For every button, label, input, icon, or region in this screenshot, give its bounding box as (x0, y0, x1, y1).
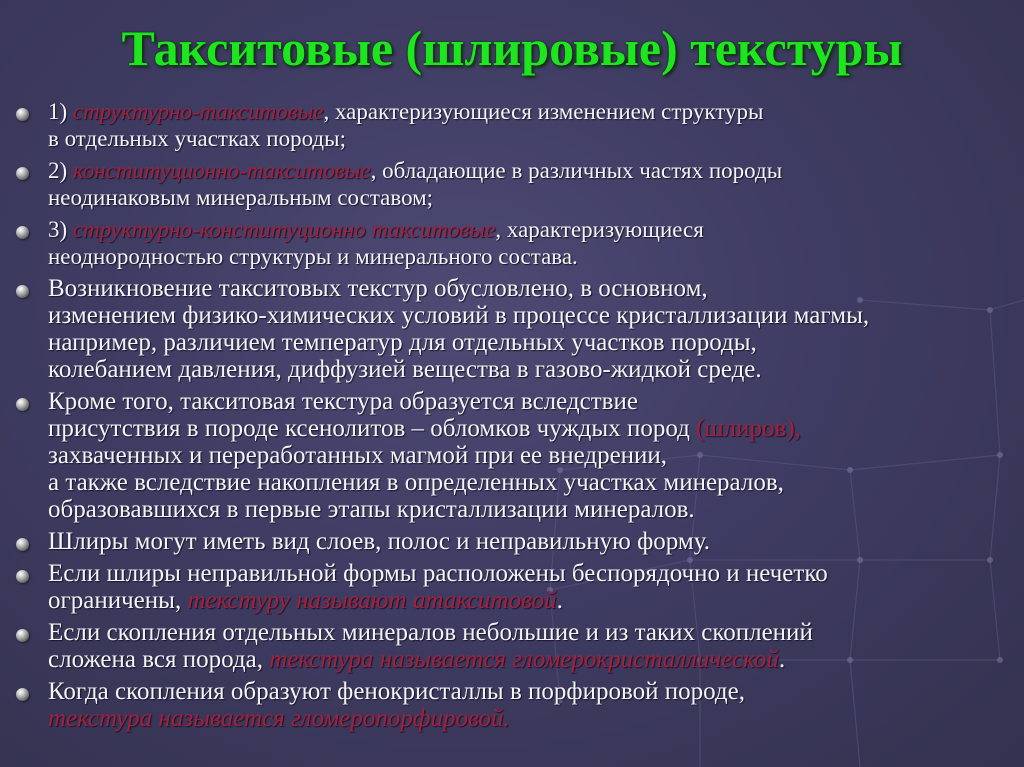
list-item (12, 216, 1017, 270)
item-body: , обладающие в различных частях породы неодинаковым минеральным составом; (48, 158, 783, 210)
highlight-term: (шлиров), (696, 415, 801, 442)
item-number: 2) (48, 158, 73, 183)
item-body: . (778, 646, 786, 673)
list-item (12, 678, 1017, 732)
highlight-term: текстура называется гломеропорфировой. (48, 705, 510, 732)
highlight-term: структурно-конституционно такситовые (72, 217, 496, 242)
item-body: , характеризующиеся изменением структуры в отдельных участках породы; (48, 99, 764, 151)
highlight-term: структурно-такситовые (72, 99, 324, 124)
highlight-term: текстура называется гломерокристаллической (269, 646, 779, 673)
list-item (12, 388, 1017, 523)
bullet-icon (16, 398, 29, 411)
bullet-icon (16, 538, 29, 551)
highlight-term: текстуру называют атакситовой (187, 587, 557, 614)
item-text (48, 98, 1017, 152)
item-body: Кроме того, такситовая текстура образуется вследствие присутствия в породе ксенолитов – обломков чуждых пород (48, 388, 690, 442)
item-text (48, 157, 1017, 211)
list-item (12, 619, 1017, 673)
item-body: Если шлиры неправильной формы расположены беспорядочно и нечетко ограничены, (48, 560, 828, 614)
item-body: . (556, 587, 563, 614)
list-item (12, 560, 1017, 614)
item-text (48, 678, 1017, 732)
item-text: Возникновение такситовых текстур обусловлено, в основном, изменением физико-химических условий в процессе кристаллизации магмы, например, различием температур для отдельных участков породы, колебанием давления, диффузией вещества в газово-жидкой среде. (48, 275, 870, 383)
bullet-icon (16, 570, 29, 583)
list-item (12, 98, 1017, 152)
bullet-icon (16, 688, 29, 701)
list-item (12, 528, 1017, 555)
list-item (12, 275, 1017, 383)
bullet-icon (16, 108, 29, 121)
item-text (48, 619, 1017, 673)
highlight-term: конституционно-такситовые (72, 158, 371, 183)
item-number: 1) (48, 99, 73, 124)
item-body: Когда скопления образуют фенокристаллы в порфировой породе, (48, 678, 745, 705)
bullet-icon (16, 629, 29, 642)
bullet-icon (16, 226, 29, 239)
item-text (48, 560, 1017, 614)
item-body: , характеризующиеся неоднородностью структуры и минерального состава. (48, 217, 704, 269)
bullet-icon (16, 167, 29, 180)
slide-title: Такситовые (шлировые) текстуры (121, 20, 903, 76)
bullet-icon (16, 285, 29, 298)
item-text: Шлиры могут иметь вид слоев, полос и неправильную форму. (48, 528, 710, 555)
item-body: Если скопления отдельных минералов небольшие и из таких скоплений сложена вся порода, (48, 619, 813, 673)
item-body: захваченных и переработанных магмой при ее внедрении, а также вследствие накопления в определенных участках минералов, образовавшихся в первые этапы кристаллизации минералов. (48, 442, 784, 523)
item-number: 3) (48, 217, 73, 242)
bullet-list (12, 98, 1017, 737)
item-text (48, 388, 1017, 523)
item-text (48, 216, 1017, 270)
list-item (12, 157, 1017, 211)
